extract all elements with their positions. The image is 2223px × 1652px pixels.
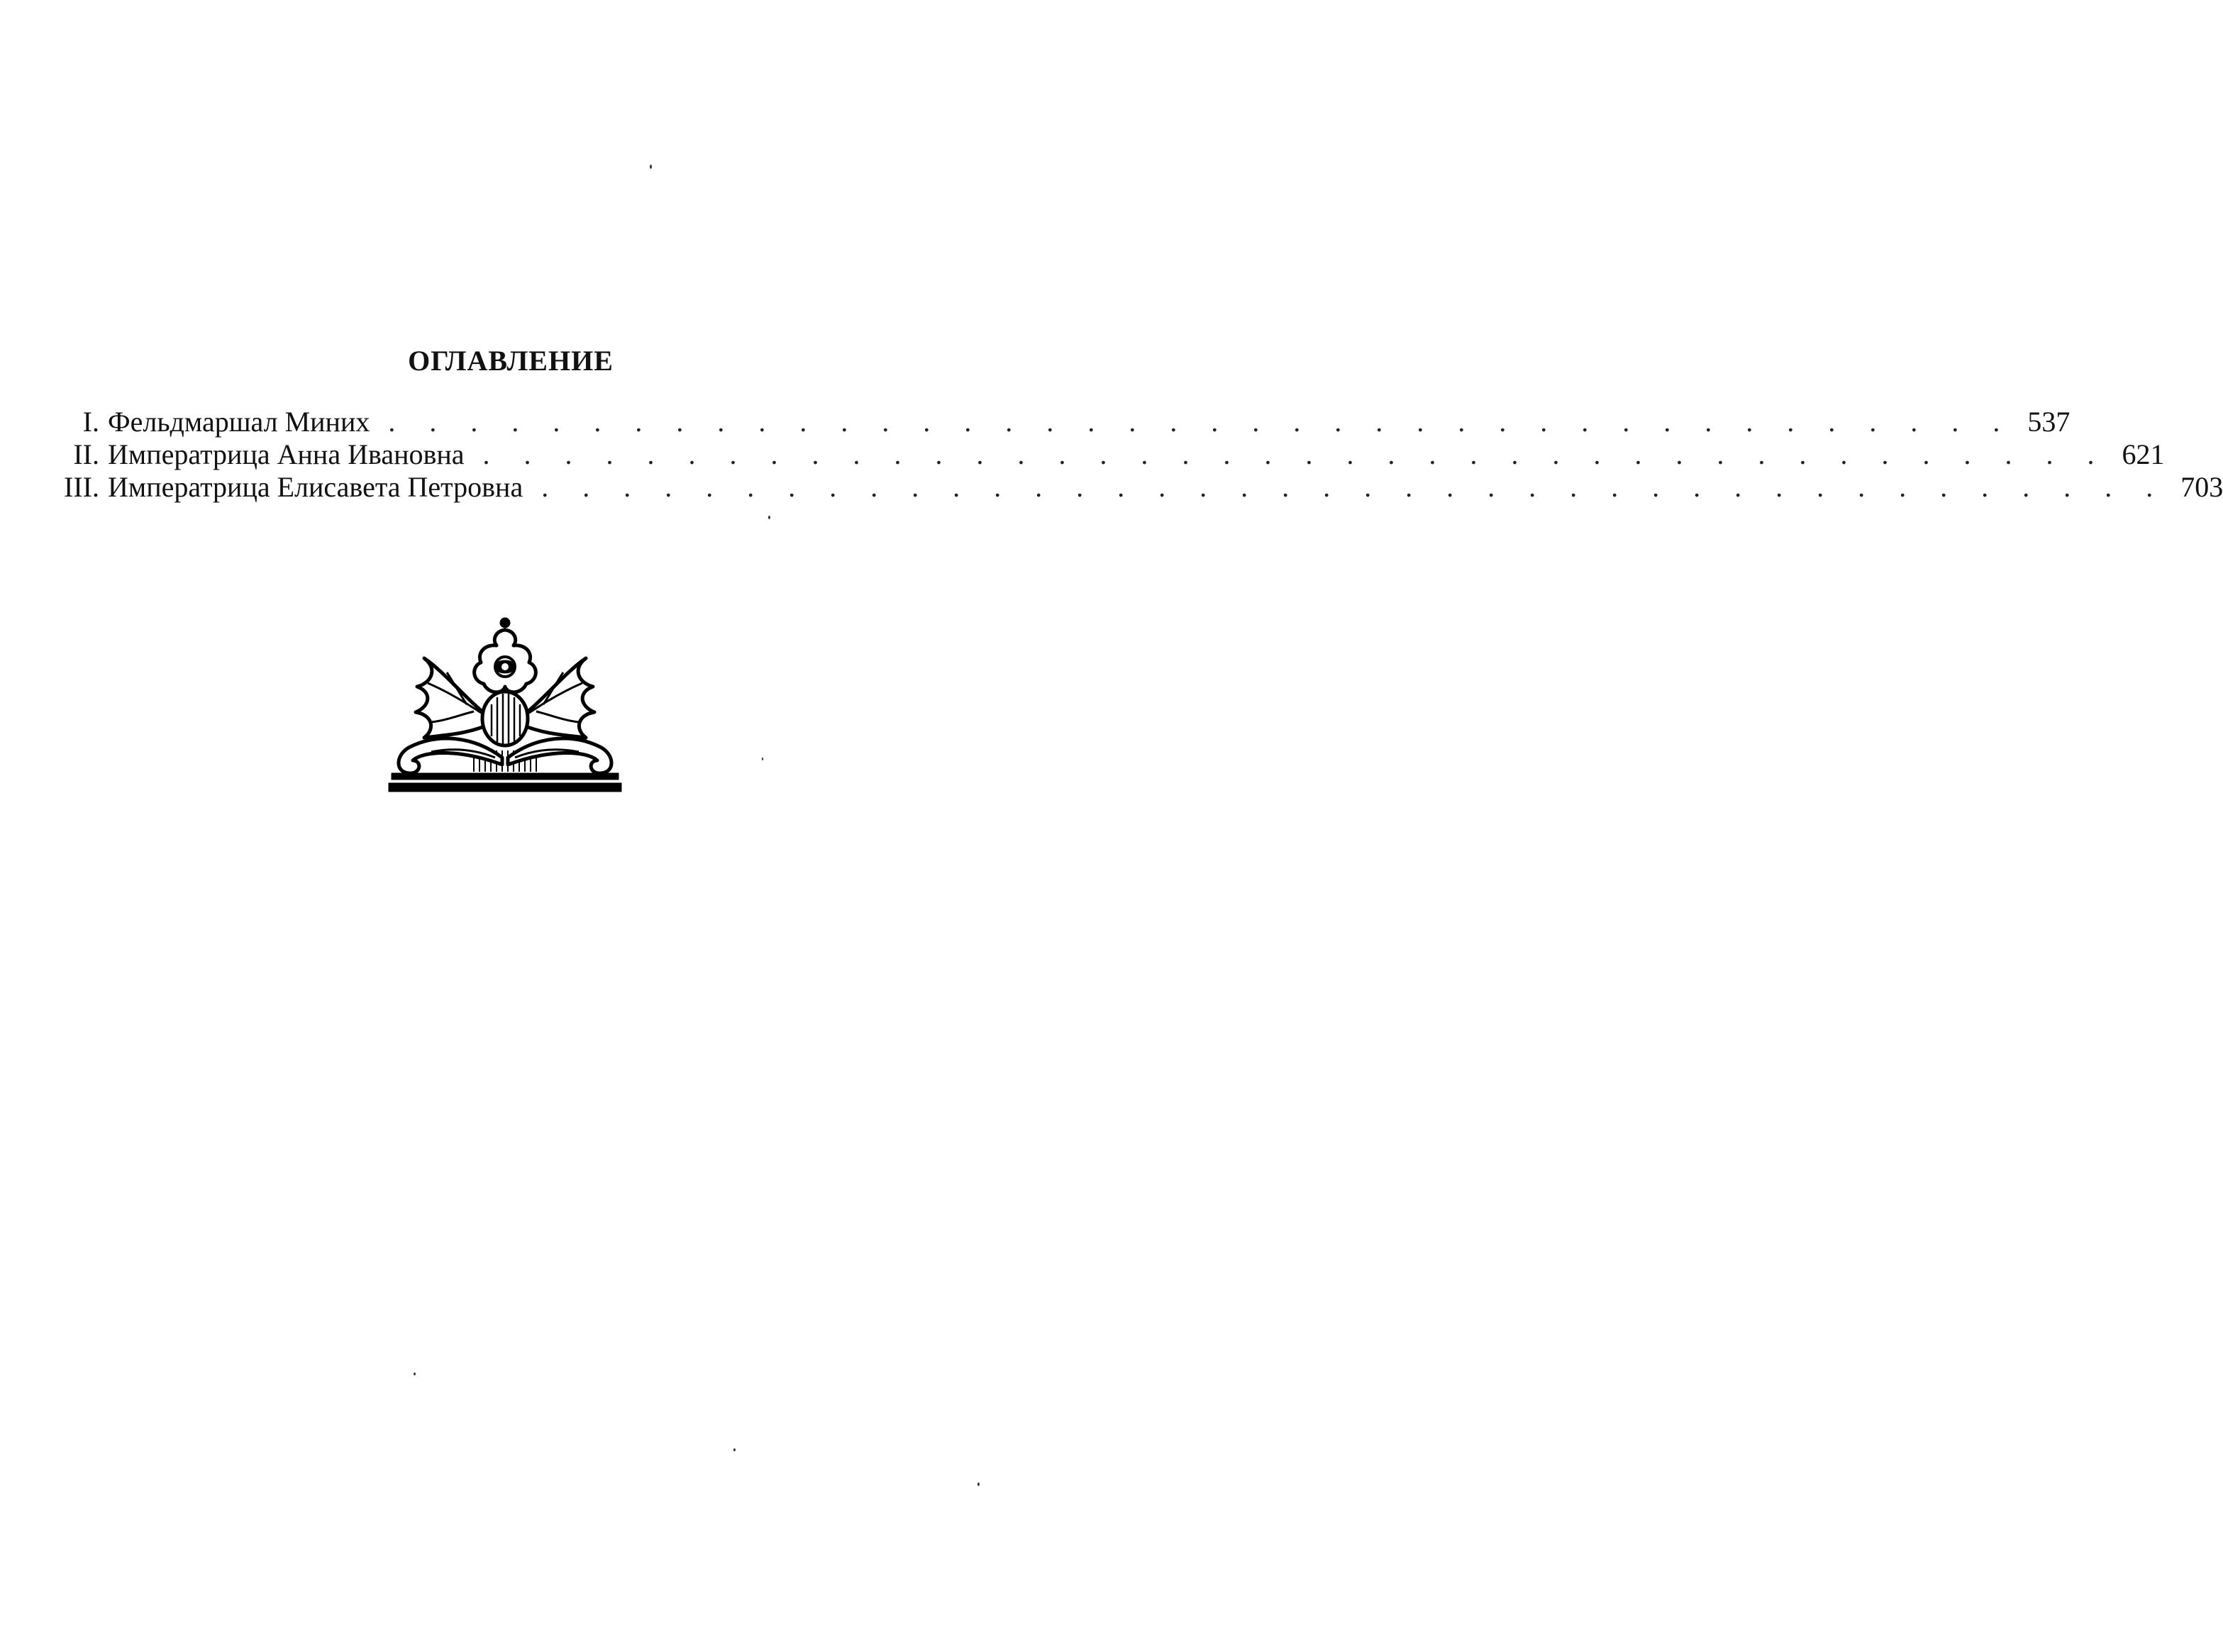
scan-speck <box>977 1482 980 1486</box>
toc-entry-title: Фельдмаршал Миних <box>108 406 370 438</box>
toc-entry[interactable] <box>35 471 2223 504</box>
dot-leader: . . . . . . . . . . . . . . . . . . . . . . . . . . . . . . . . . . . . . . . . <box>482 438 2108 470</box>
scan-speck <box>768 516 770 519</box>
toc-entry[interactable] <box>35 406 2070 438</box>
scan-speck <box>733 1448 736 1451</box>
flower-vignette-icon <box>389 616 621 794</box>
toc-title: ОГЛАВЛЕНИЕ <box>408 345 614 377</box>
toc-entry-number: I. <box>82 406 99 438</box>
scan-speck <box>650 165 652 169</box>
toc-entry-page: 537 <box>2027 406 2070 438</box>
scan-speck <box>414 1373 416 1375</box>
dot-leader: . . . . . . . . . . . . . . . . . . . . . . . . . . . . . . . . . . . . . . . . <box>541 471 2167 503</box>
toc-entry-title: Императрица Анна Ивановна <box>108 438 465 470</box>
scan-speck <box>762 758 763 760</box>
toc-entry-number: III. <box>64 471 99 503</box>
toc-entry-page: 703 <box>2180 471 2223 503</box>
toc-entry-title: Императрица Елисавета Петровна <box>108 471 523 503</box>
toc-entry[interactable] <box>35 438 2165 471</box>
toc-entry-page: 621 <box>2122 438 2165 470</box>
toc-entry-number: II. <box>73 438 99 470</box>
dot-leader: . . . . . . . . . . . . . . . . . . . . . . . . . . . . . . . . . . . . . . . . <box>388 406 2014 438</box>
table-of-contents <box>35 406 2223 504</box>
